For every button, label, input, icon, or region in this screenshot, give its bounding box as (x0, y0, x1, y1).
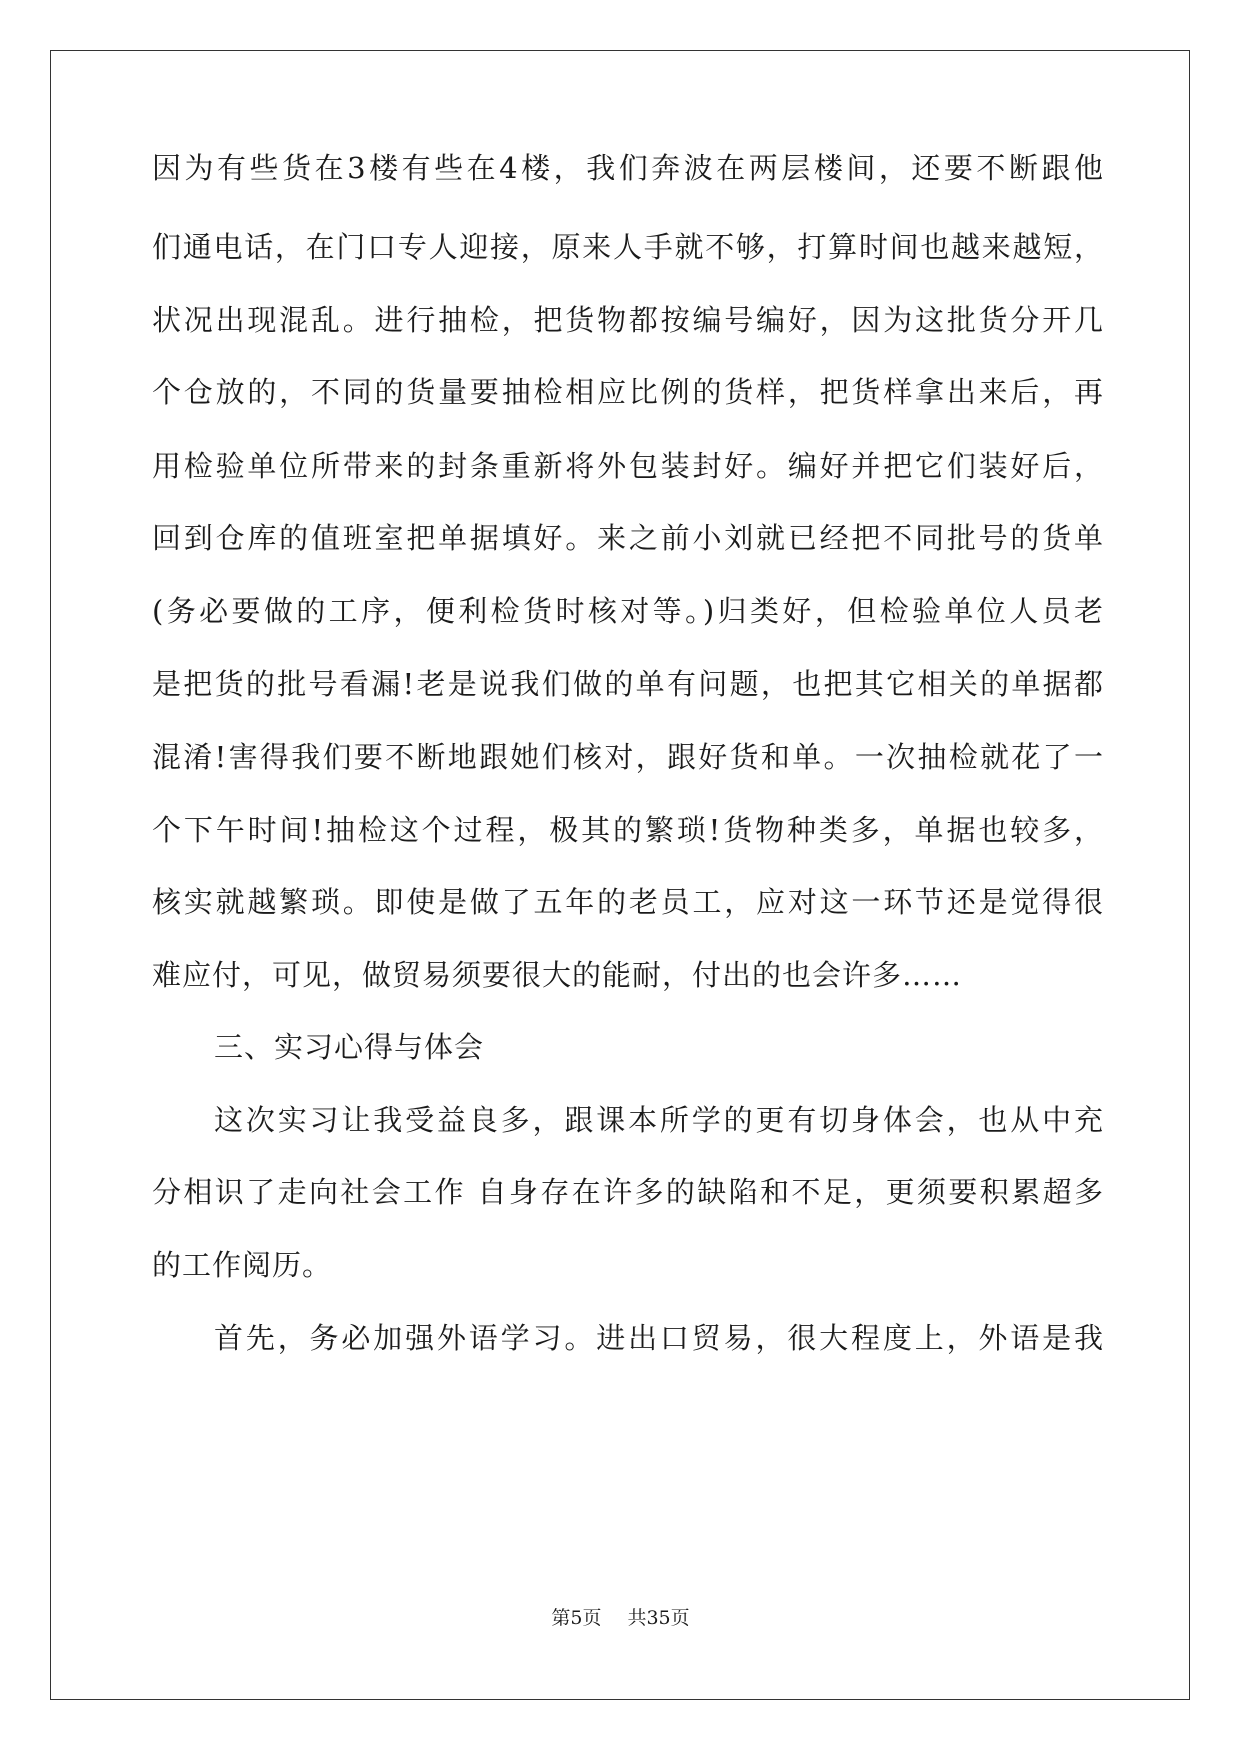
body-text-line: 因为有些货在3楼有些在4楼，我们奔波在两层楼间，还要不断跟他 (152, 151, 1104, 185)
body-text-line: 难应付，可见，做贸易须要很大的能耐，付出的也会许多…… (152, 958, 963, 992)
body-text-line: 用检验单位所带来的封条重新将外包装封好。编好并把它们装好后， (152, 449, 1104, 483)
section-heading: 三、实习心得与体会 (214, 1030, 485, 1064)
page-total: 共35页 (627, 1607, 690, 1629)
body-text-line: 回到仓库的值班室把单据填好。来之前小刘就已经把不同批号的货单 (152, 521, 1104, 555)
body-text-line: 分相识了走向社会工作 自身存在许多的缺陷和不足，更须要积累超多 (152, 1175, 1104, 1209)
body-text-line: 的工作阅历。 (152, 1248, 333, 1282)
page-border (50, 50, 1190, 1700)
body-text-line: 核实就越繁琐。即使是做了五年的老员工，应对这一环节还是觉得很 (152, 885, 1104, 919)
body-text-line: 混淆!害得我们要不断地跟她们核对，跟好货和单。一次抽检就花了一 (152, 740, 1104, 774)
body-text-line: 是把货的批号看漏!老是说我们做的单有问题，也把其它相关的单据都 (152, 667, 1104, 701)
body-text-line: (务必要做的工序，便利检货时核对等。)归类好，但检验单位人员老 (152, 594, 1104, 628)
body-text-line: 们通电话，在门口专人迎接，原来人手就不够，打算时间也越来越短， (152, 230, 1104, 264)
body-text-line: 个仓放的，不同的货量要抽检相应比例的货样，把货样拿出来后，再 (152, 375, 1104, 409)
body-text-line: 个下午时间!抽检这个过程，极其的繁琐!货物种类多，单据也较多， (152, 813, 1104, 847)
page-footer (0, 1606, 1241, 1630)
page-number: 第5页 (551, 1607, 602, 1629)
body-text-line: 首先，务必加强外语学习。进出口贸易，很大程度上，外语是我 (214, 1321, 1104, 1355)
body-text-line: 这次实习让我受益良多，跟课本所学的更有切身体会，也从中充 (214, 1103, 1104, 1137)
body-text-line: 状况出现混乱。进行抽检，把货物都按编号编好，因为这批货分开几 (152, 303, 1104, 337)
